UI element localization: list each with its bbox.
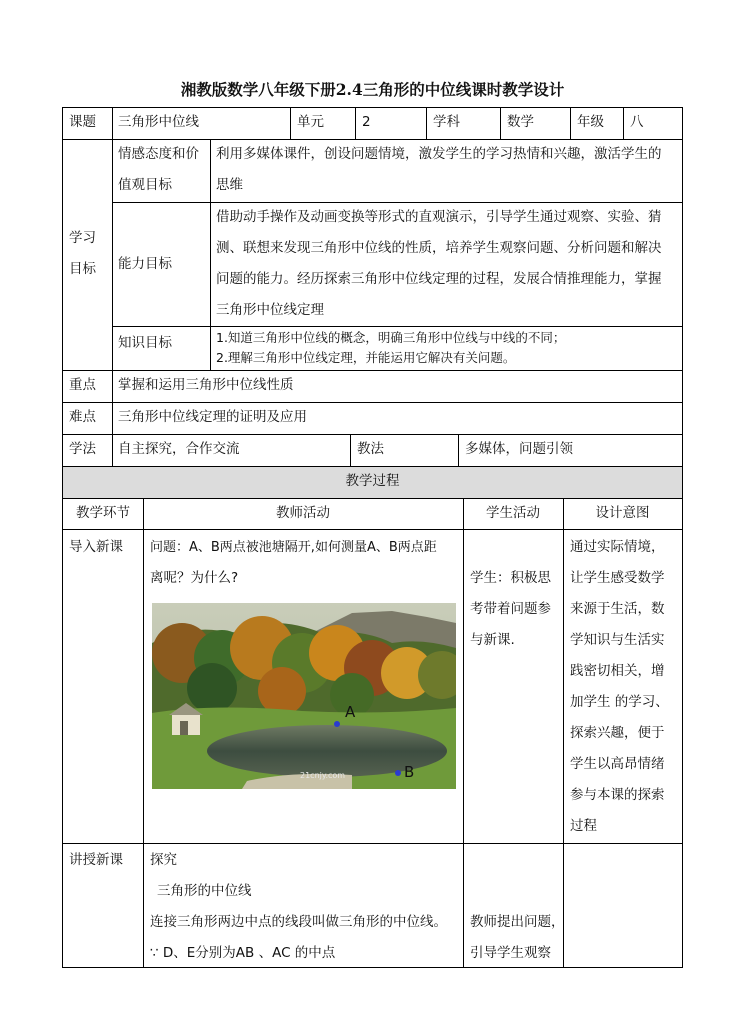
knowledge-goal-label: 知识目标: [118, 335, 172, 351]
teaching-method-value: 多媒体，问题引领: [465, 441, 573, 457]
unit-label: 单元: [297, 114, 324, 130]
unit-value: 2: [362, 114, 371, 130]
watermark: 21cnjy.com: [300, 771, 346, 780]
emotion-goal-text-2: 思维: [216, 177, 243, 193]
intro-student-text-3: 与新课.: [470, 632, 515, 648]
knowledge-goal-text-2: 2.理解三角形中位线定理，并能运用它解决有关问题。: [216, 350, 516, 365]
course-label: 课题: [69, 114, 96, 130]
intro-teacher-text-2: 离呢？为什么?: [150, 570, 239, 586]
teach-teacher-text-3: 连接三角形两边中点的线段叫做三角形的中位线。: [150, 914, 447, 930]
emotion-goal-label-1: 情感态度和价: [118, 146, 199, 162]
intro-student-text-2: 考带着问题参: [470, 601, 551, 617]
grade-label: 年级: [577, 114, 604, 130]
goals-label-1: 学习: [69, 230, 96, 246]
point-b-label: B: [404, 763, 415, 781]
ability-goal-text-4: 三角形中位线定理: [216, 302, 324, 318]
intro-design-text-7: 探索兴趣，便于: [570, 725, 665, 741]
subject-label: 学科: [433, 114, 460, 130]
learning-method-label: 学法: [69, 441, 96, 457]
teach-stage: 讲授新课: [69, 852, 123, 868]
intro-design-text-1: 通过实际情境，: [570, 539, 665, 555]
goals-label-2: 目标: [69, 261, 96, 277]
point-a-label: A: [345, 703, 356, 721]
intro-design-text-5: 践密切相关，增: [570, 663, 665, 679]
teaching-method-label: 教法: [357, 441, 384, 457]
teach-teacher-text-1: 探究: [150, 852, 177, 868]
pond-photo: [152, 603, 456, 789]
key-point-value: 掌握和运用三角形中位线性质: [118, 377, 294, 393]
teach-student-text-1: 教师提出问题，: [470, 914, 565, 930]
intro-design-text-2: 让学生感受数学: [570, 570, 665, 586]
col-teacher-header: 教师活动: [276, 505, 330, 521]
teach-teacher-text-2: 三角形的中位线: [157, 883, 252, 899]
intro-design-text-4: 学知识与生活实: [570, 632, 665, 648]
subject-value: 数学: [507, 114, 534, 130]
intro-design-text-6: 加学生 的学习、: [570, 694, 669, 710]
difficulty-label: 难点: [69, 409, 96, 425]
col-design-header: 设计意图: [595, 505, 650, 521]
teach-student-text-2: 引导学生观察: [470, 945, 551, 961]
intro-design-text-9: 参与本课的探索: [570, 787, 665, 803]
intro-design-text-3: 来源于生活，数: [570, 601, 665, 617]
intro-stage: 导入新课: [69, 539, 123, 555]
course-value: 三角形中位线: [118, 114, 199, 130]
intro-student-text-1: 学生：积极思: [470, 570, 551, 586]
process-header: 教学过程: [345, 473, 400, 489]
intro-design-text-10: 过程: [570, 818, 597, 834]
learning-method-value: 自主探究，合作交流: [118, 441, 240, 457]
intro-design-text-8: 学生以高昂情绪: [570, 756, 665, 772]
ability-goal-text-2: 测、联想来发现三角形中位线的性质，培养学生观察问题、分析问题和解决: [216, 240, 662, 256]
ability-goal-label: 能力目标: [118, 256, 172, 272]
teach-teacher-text-4: ∵ D、E分别为AB 、AC 的中点: [150, 945, 336, 961]
difficulty-value: 三角形中位线定理的证明及应用: [118, 409, 307, 425]
ability-goal-text-3: 问题的能力。经历探索三角形中位线定理的过程，发展合情推理能力，掌握: [216, 271, 662, 287]
emotion-goal-label-2: 值观目标: [118, 177, 172, 193]
intro-teacher-text-1: 问题：A、B两点被池塘隔开,如何测量A、B两点距: [150, 540, 437, 555]
key-point-label: 重点: [69, 377, 96, 393]
document-title: 湘教版数学八年级下册2.4三角形的中位线课时教学设计: [180, 80, 565, 99]
emotion-goal-text-1: 利用多媒体课件，创设问题情境，激发学生的学习热情和兴趣，激活学生的: [216, 146, 662, 162]
col-stage-header: 教学环节: [76, 505, 130, 521]
col-student-header: 学生活动: [486, 505, 540, 521]
ability-goal-text-1: 借助动手操作及动画变换等形式的直观演示，引导学生通过观察、实验、猜: [216, 209, 662, 225]
grade-value: 八: [630, 114, 644, 130]
knowledge-goal-text-1: 1.知道三角形中位线的概念，明确三角形中位线与中线的不同；: [216, 330, 566, 345]
